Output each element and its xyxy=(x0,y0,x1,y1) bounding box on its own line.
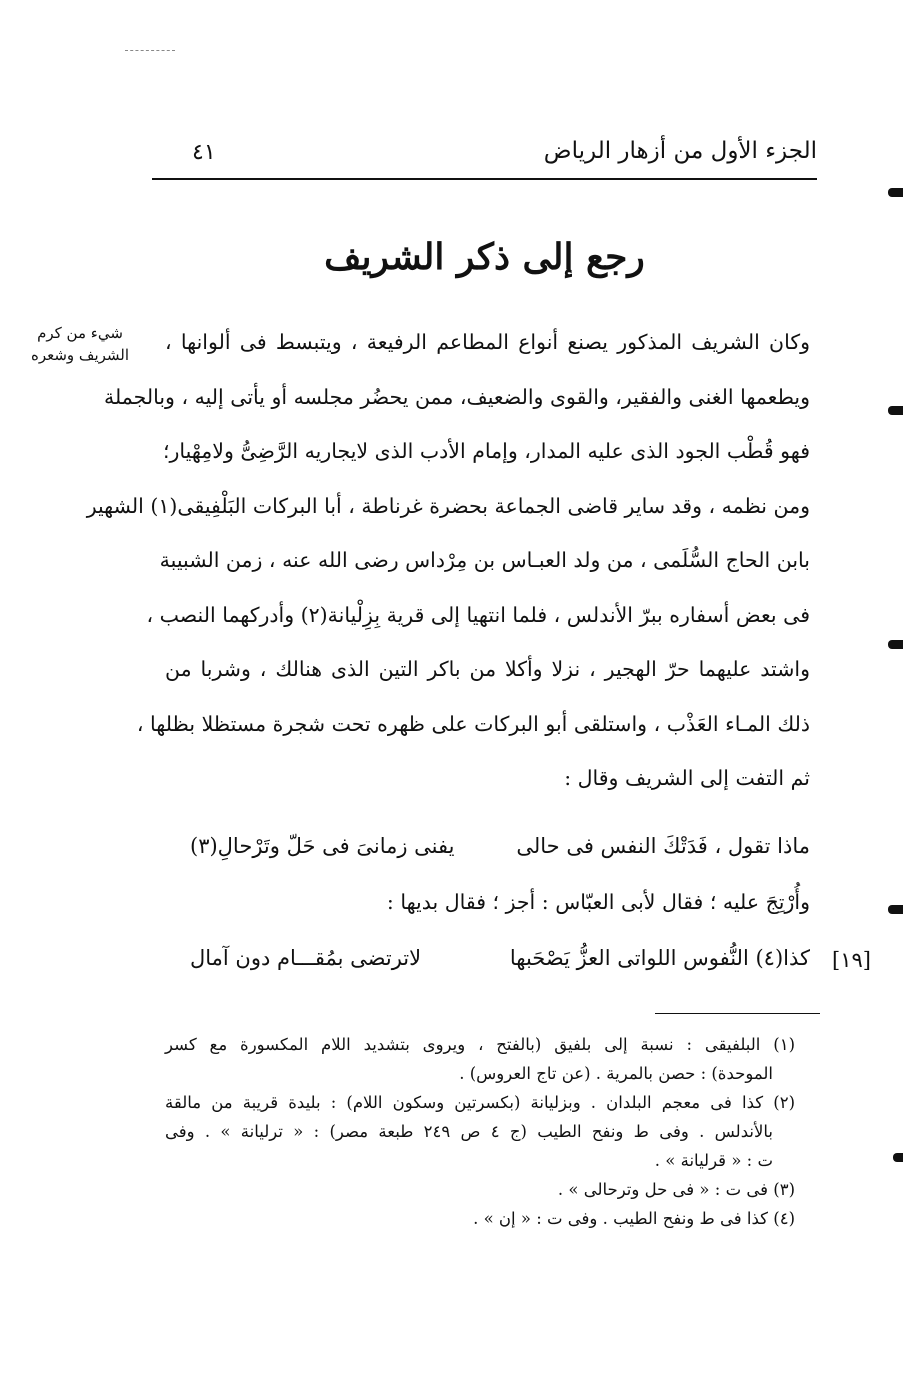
footnote-line: بالأندلس . وفى ط ونفح الطيب (ج ٤ ص ٢٤٩ طبعة مصر) : « ترليانة » . وفى xyxy=(165,1122,773,1141)
body-line: وكان الشريف المذكور يصنع أنواع المطاعم الرفيعة ، ويتبسط فى ألوانها ، xyxy=(165,330,810,354)
body-line: فهو قُطْب الجود الذى عليه المدار، وإمام الأدب الذى لايجاريه الرَّضِىُّ ولامِهْيار؛ xyxy=(162,439,810,463)
edge-tab-mark xyxy=(888,905,903,914)
edge-tab-mark xyxy=(888,406,903,415)
body-line: بابن الحاج السُّلَمى ، من ولد العبـاس بن مِرْداس رضى الله عنه ، زمن الشبيبة xyxy=(159,548,810,572)
scan-artifact xyxy=(125,50,175,57)
verse-2-second-hemistich: لاترتضى بمُقـــام دون آمال xyxy=(190,946,422,970)
body-text xyxy=(86,322,810,813)
body-line: ذلك المـاء العَذْب ، واستلقى أبو البركات على ظهره تحت شجرة مستظلا بظلها ، xyxy=(136,711,810,736)
footnote-line: ت : « قرليانة » . xyxy=(654,1151,773,1170)
edge-tab-mark xyxy=(888,188,903,197)
body-line: ومن نظمه ، وقد ساير قاضى الجماعة بحضرة غرناطة ، أبا البركات البَلْفِيقى(١) الشهير xyxy=(86,493,810,518)
side-note xyxy=(20,322,140,366)
body-line: واشتد عليهما حرّ الهجير ، نزلا وأكلا من باكر التين الذى هنالك ، وشربا من xyxy=(165,657,810,681)
running-title: الجزء الأول من أزهار الرياض xyxy=(543,138,817,164)
chapter-title: رجع إلى ذكر الشريف xyxy=(324,236,645,278)
edge-tab-mark xyxy=(888,640,903,649)
side-note-line: شيء من كرم xyxy=(37,324,123,342)
body-line: فى بعض أسفاره ببرّ الأندلس ، فلما انتهيا إلى قرية بِزِلْيانة(٢) وأدركهما النصب ، xyxy=(146,602,810,627)
header-rule xyxy=(152,178,817,180)
verse-1 xyxy=(190,826,810,866)
footnote-line: (١) البلفيقى : نسبة إلى بلفيق (بالفتح ، ويروى بتشديد اللام المكسورة مع كسر xyxy=(165,1035,795,1054)
verse-2-first-hemistich: كذا(٤) النُّفوس اللواتى العزُّ يَصْحَبها xyxy=(509,946,810,970)
side-note-line: الشريف وشعره xyxy=(30,346,130,364)
page-header xyxy=(152,138,817,180)
footnote-line: (٢) كذا فى معجم البلدان . وبزليانة (بكسرتين وسكون اللام) : بليدة قريبة من مالقة xyxy=(165,1093,795,1112)
edge-tab-mark xyxy=(893,1153,903,1162)
margin-page-reference: [١٩] xyxy=(832,948,871,972)
footnote-line: (٤) كذا فى ط ونفح الطيب . وفى ت : « إن » . xyxy=(473,1209,795,1228)
verse-2 xyxy=(190,938,810,978)
footnote-line: الموحدة) : حصن بالمرية . (عن تاج العروس) . xyxy=(459,1064,773,1083)
footnotes xyxy=(165,1030,795,1233)
body-line: ويطعمها الغنى والفقير، والقوى والضعيف، ممن يحضُر مجلسه أو يأتى إليه ، وبالجملة xyxy=(103,384,810,409)
verse-1-first-hemistich: ماذا تقول ، فَدَتْكَ النفس فى حالى xyxy=(516,834,810,858)
body-line: ثم التفت إلى الشريف وقال : xyxy=(564,766,810,790)
footnote-rule xyxy=(655,1013,820,1014)
footnote-line: (٣) فى ت : « فى حل وترحالى » . xyxy=(557,1180,795,1199)
verse-1-second-hemistich: يفنى زمانىَ فى حَلّ وتَرْحالِ(٣) xyxy=(190,834,455,858)
page-number: ٤١ xyxy=(192,140,216,165)
transition-line: وأُرْتِجَ عليه ؛ فقال لأبى العبّاس : أجز ؛ فقال بديها : xyxy=(386,890,810,914)
